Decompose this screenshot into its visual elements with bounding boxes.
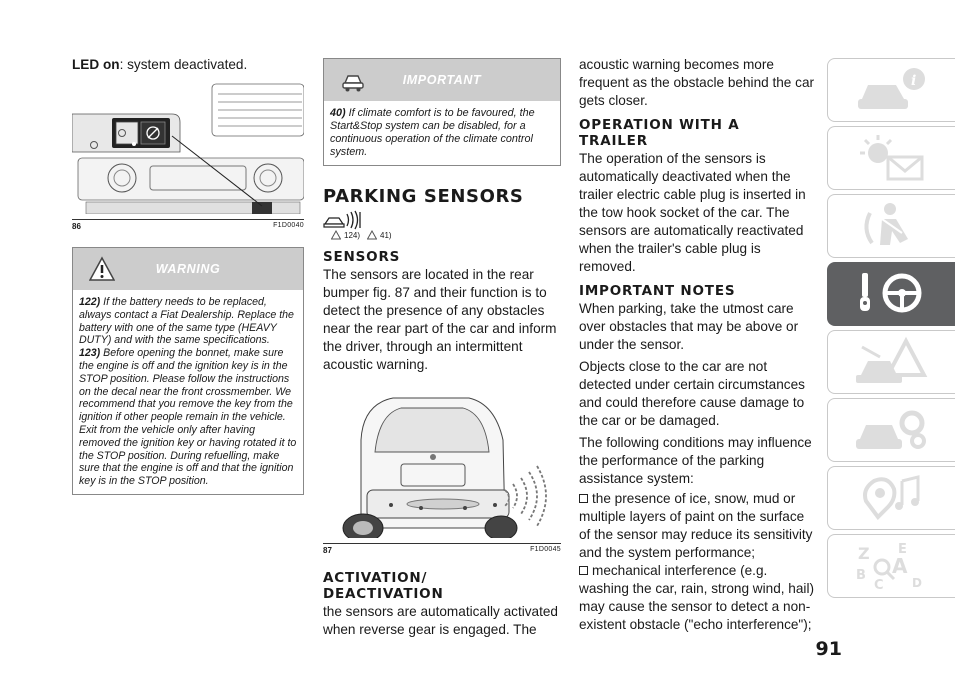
parking-sensor-symbol-icon	[323, 210, 365, 230]
bullet-square-icon	[579, 494, 588, 503]
index-letter: A	[891, 554, 907, 578]
emergency-warning-icon	[852, 335, 932, 389]
led-on-label: LED on	[72, 57, 120, 72]
warning-title: WARNING	[155, 262, 221, 276]
notes-paragraph-1: When parking, take the utmost care over obstacles that may be above or under the sensor.	[579, 301, 799, 352]
important-reference: 41)	[380, 231, 392, 240]
rear-bumper-sensors-illustration	[323, 380, 561, 538]
important-ref-icon	[367, 230, 377, 240]
bullet-square-icon	[579, 566, 588, 575]
tab-emergency[interactable]	[827, 330, 955, 394]
figure-86	[72, 78, 304, 220]
column-2	[323, 58, 561, 639]
bullet-item	[579, 562, 815, 634]
steering-wheel-key-icon	[852, 267, 932, 321]
index-letter: Z	[857, 544, 870, 563]
notes-paragraph-2: Objects close to the car are not detected under certain circumstances and could therefore cause damage to the car or be damaged.	[579, 359, 805, 428]
figure-number: 86	[72, 222, 81, 231]
activation-paragraph: the sensors are automatically activated when reverse gear is engaged. The	[323, 604, 558, 637]
car-maintenance-icon	[852, 403, 932, 457]
warning-box	[72, 247, 304, 495]
trailer-heading-line-2: TRAILER	[579, 133, 648, 149]
figure-number: 87	[323, 546, 332, 555]
warning-item-text: Before opening the bonnet, make sure the engine is off and the ignition key is in the STOP position. Please follow the instructions on the decal near the front crossmember. We recommend that you remove the key from the ignition if other people remain in the vehicle. Exit from the vehicle only after having removed the ignition key or having rotated it to the STOP position. During refuelling, make sure that the engine is off and that the ignition key is in the STOP position.	[79, 347, 297, 488]
activation-heading-line-1: ACTIVATION/	[323, 570, 428, 586]
warning-reference: 124)	[344, 231, 361, 240]
tab-car-info[interactable]	[827, 58, 955, 122]
warning-item	[79, 296, 297, 347]
parking-sensors-heading: PARKING SENSORS	[323, 186, 524, 207]
sensors-heading: SENSORS	[323, 249, 401, 265]
continued-paragraph: acoustic warning becomes more frequent as the obstacle behind the car gets closer.	[579, 57, 815, 108]
tab-maintenance[interactable]	[827, 398, 955, 462]
tab-dashboard-lights[interactable]	[827, 126, 955, 190]
bullet-text: mechanical interference (e.g. washing the car, rain, strong wind, hail) may cause the sensor to detect a non-existent obstacle ("echo interference");	[579, 563, 814, 632]
warning-triangle-icon	[89, 256, 115, 282]
important-header	[324, 59, 560, 101]
warning-ref-icon	[331, 230, 341, 240]
trailer-heading-line-1: OPERATION WITH A	[579, 117, 740, 133]
safety-seat-airbag-icon	[852, 199, 932, 253]
important-notes-heading: IMPORTANT NOTES	[579, 283, 736, 299]
trailer-paragraph: The operation of the sensors is automatically deactivated when the trailer electric cable plug is inserted in the tow hook socket of the car. The sensors are automatically reactivated when the trailer's cable plug is removed.	[579, 151, 806, 274]
figure-86-caption	[72, 220, 304, 231]
parking-sensors-symbol-row	[323, 210, 561, 230]
page-number: 91	[815, 638, 842, 660]
activation-heading-line-2: DEACTIVATION	[323, 586, 444, 602]
reference-row	[323, 230, 561, 244]
important-body	[324, 101, 560, 165]
svg-text:i: i	[910, 73, 916, 89]
bullet-item	[579, 490, 815, 562]
tab-safety[interactable]	[827, 194, 955, 258]
tab-index[interactable]	[827, 534, 955, 598]
index-letter: D	[911, 576, 922, 590]
important-note	[330, 107, 554, 159]
index-letter: B	[855, 568, 866, 583]
tab-starting-driving[interactable]	[827, 262, 955, 326]
warning-item	[79, 347, 297, 488]
tab-multimedia[interactable]	[827, 466, 955, 530]
led-on-text: : system deactivated.	[119, 57, 248, 72]
index-letter: C	[873, 578, 884, 593]
figure-87-caption	[323, 544, 561, 555]
alphabetical-index-icon	[852, 539, 932, 593]
car-important-icon	[340, 67, 366, 93]
warning-item-number: 123)	[79, 347, 101, 360]
warning-body	[73, 290, 303, 494]
sensors-paragraph: The sensors are located in the rear bumper fig. 87 and their function is to detect the presence of any obstacles near the rear part of the car and inform the driver, through an intermittent acoustic warning.	[323, 267, 557, 372]
dashboard-lights-icon	[852, 131, 932, 185]
start-stop-button-illustration	[72, 78, 304, 214]
important-note-text: If climate comfort is to be favoured, the Start&Stop system can be disabled, for a continuous operation of the climate control system.	[330, 107, 535, 158]
warning-item-text: If the battery needs to be replaced, always contact a Fiat Dealership. Replace the battery with one of the same type (HEAVY DUTY) and with the same specifications.	[79, 296, 294, 347]
warning-item-number: 122)	[79, 296, 101, 308]
car-info-icon	[852, 63, 932, 117]
important-note-number: 40)	[330, 107, 346, 119]
important-title: IMPORTANT	[402, 73, 482, 87]
figure-87	[323, 380, 561, 544]
important-box	[323, 58, 561, 166]
column-1	[72, 56, 304, 495]
figure-code: F1D0045	[530, 546, 561, 553]
column-3	[579, 56, 815, 634]
figure-code: F1D0040	[273, 222, 304, 229]
bullet-text: the presence of ice, snow, mud or multiple layers of paint on the surface of the sensor may reduce its sensitivity and the system performance;	[579, 491, 813, 560]
notes-paragraph-3: The following conditions may influence the performance of the parking assistance system:	[579, 435, 812, 486]
index-letter: E	[897, 542, 907, 557]
led-status-paragraph	[72, 56, 304, 74]
warning-header	[73, 248, 303, 290]
multimedia-icon	[852, 471, 932, 525]
